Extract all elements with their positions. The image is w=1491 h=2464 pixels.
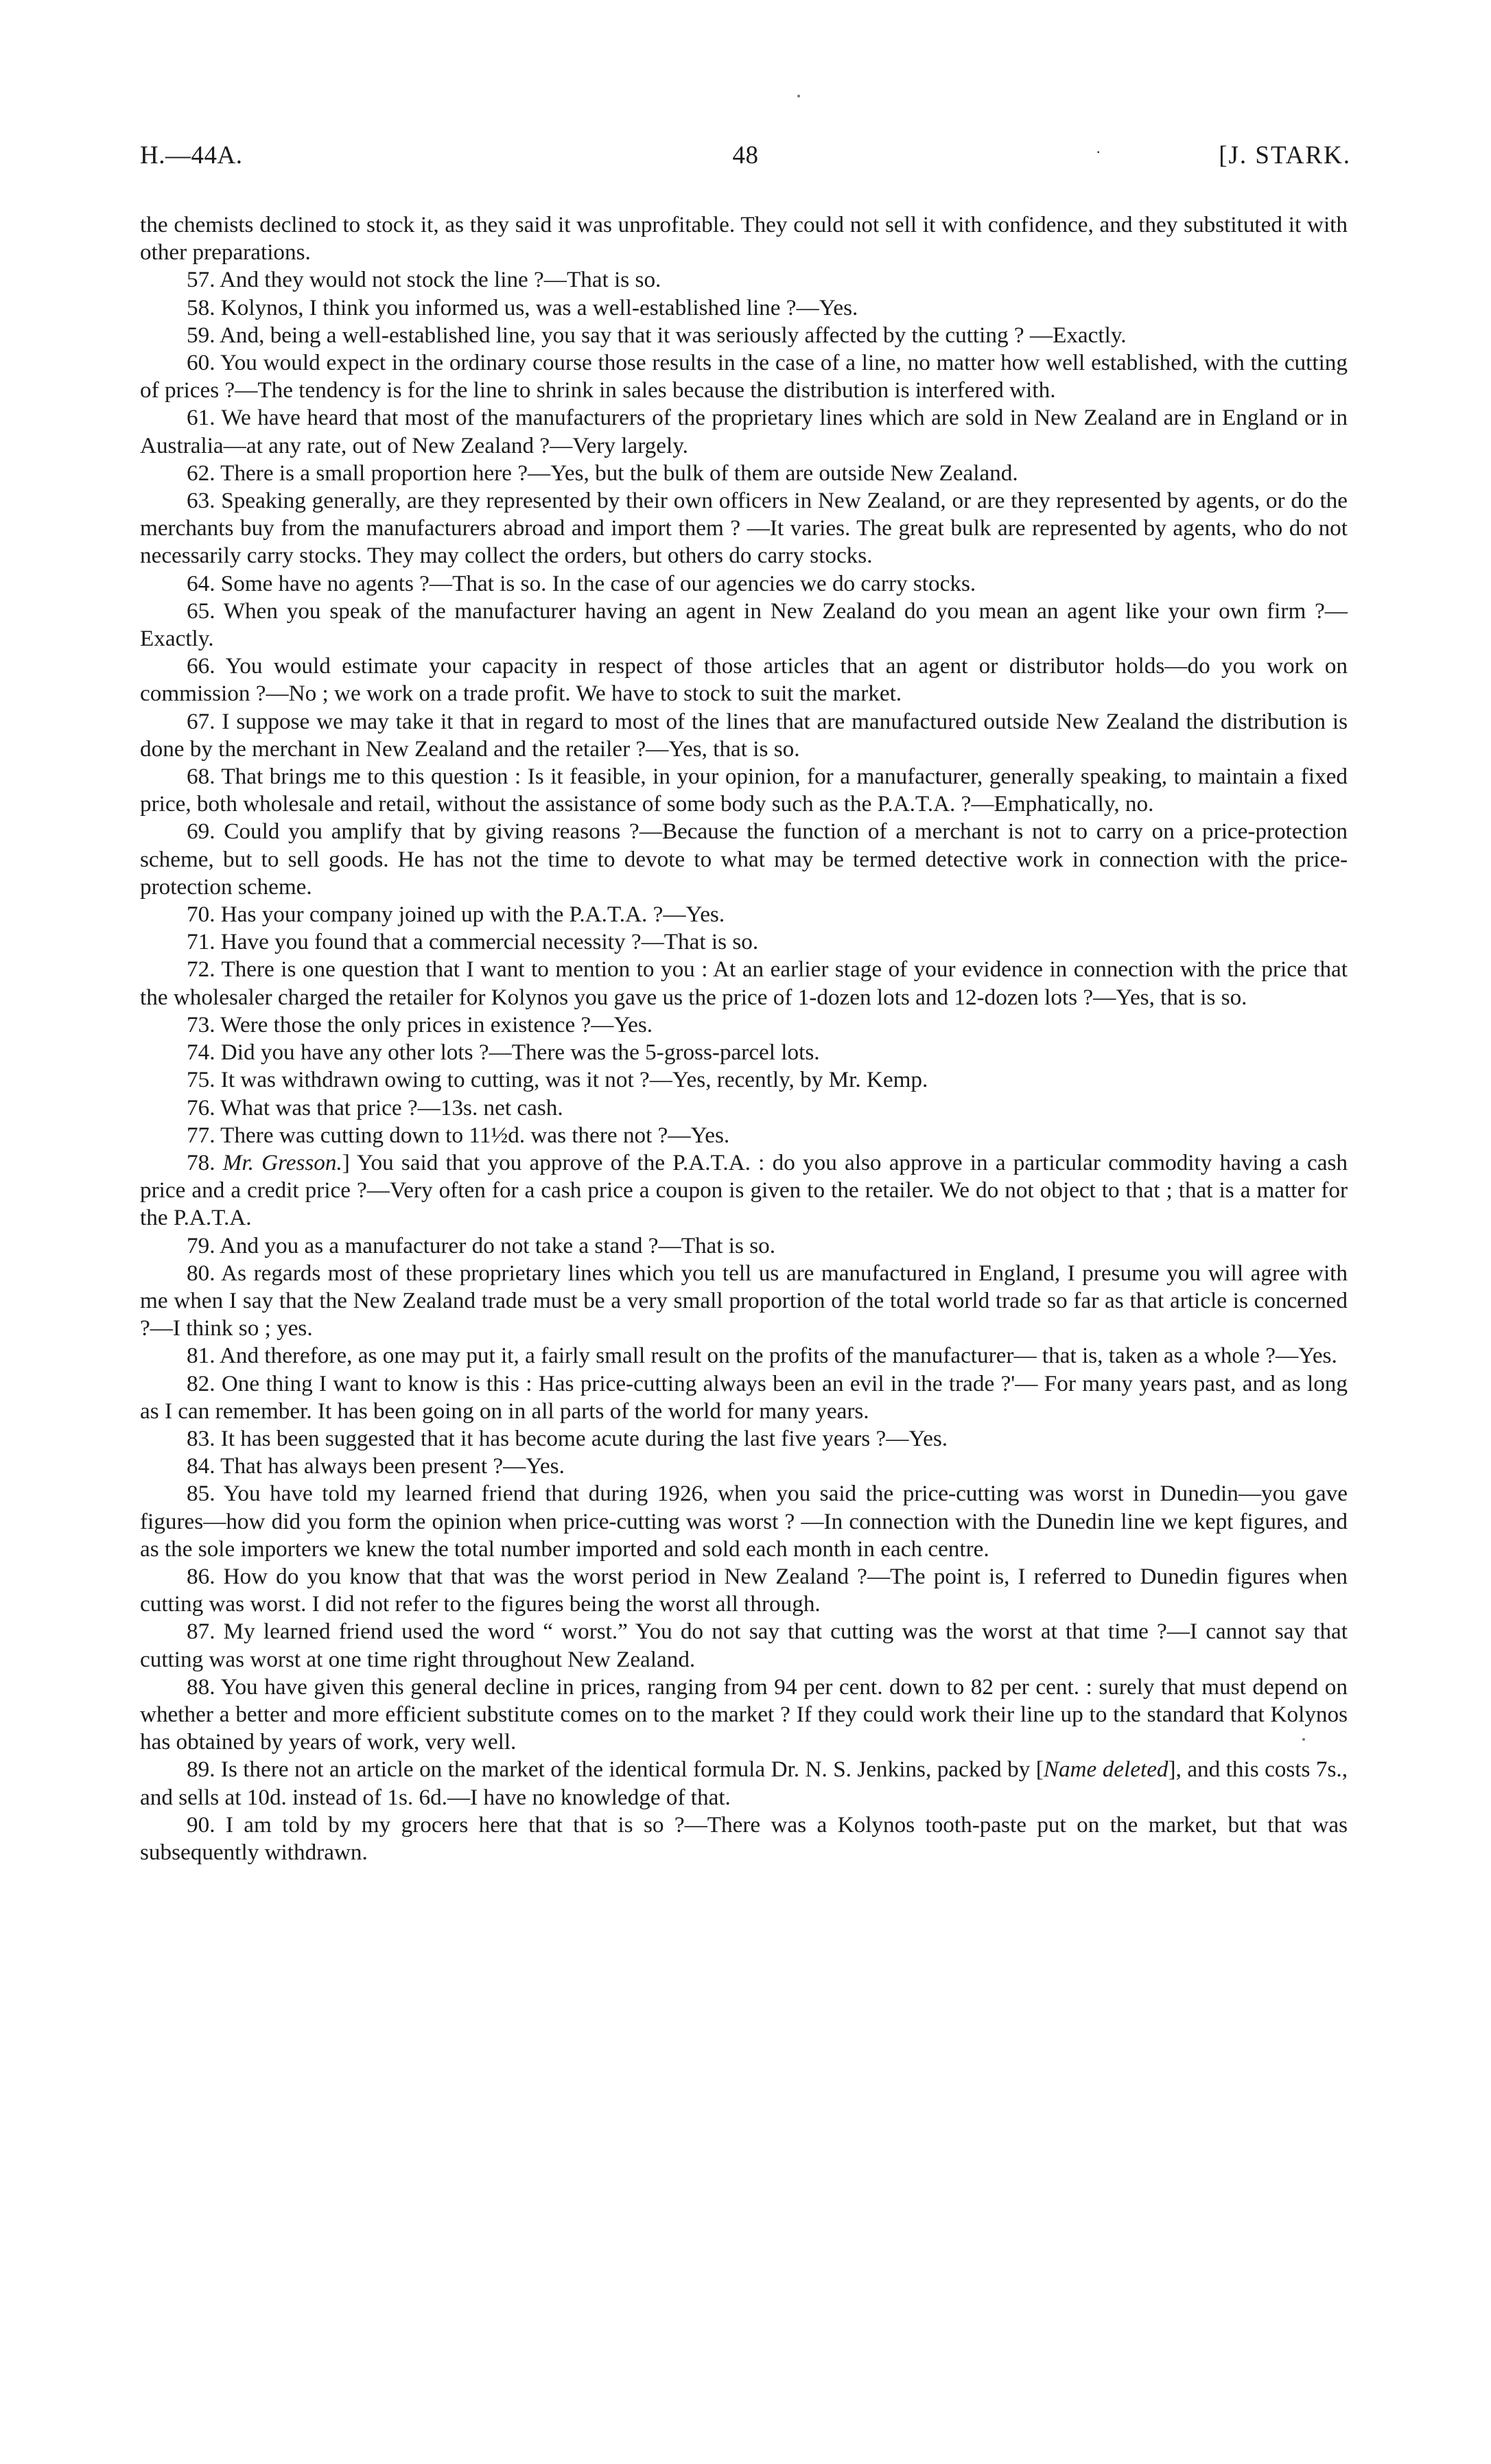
transcript-paragraph: 65. When you speak of the manufacturer having an agent in New Zealand do you mean an agent like your own firm ?—Exactly. bbox=[140, 598, 1348, 652]
paragraph-prefix: 89. Is there not an article on the market of the identical formula Dr. N. S. Jenkins, packed by [ bbox=[187, 1757, 1044, 1783]
evidence-transcript bbox=[140, 211, 1348, 1866]
transcript-paragraph bbox=[140, 1149, 1348, 1232]
transcript-paragraph: 69. Could you amplify that by giving reasons ?—Because the function of a merchant is not to carry on a price-protection scheme, but to sell goods. He has not the time to devote to what may be termed detective work in connection with the price-protection scheme. bbox=[140, 819, 1348, 900]
transcript-paragraph: 80. As regards most of these proprietary lines which you tell us are manufactured in England, I presume you will agree with me when I say that the New Zealand trade must be a very small proportion of the total world trade so far as that article is concerned ?—I think so ; yes. bbox=[140, 1260, 1348, 1341]
transcript-paragraph: 76. What was that price ?—13s. net cash. bbox=[187, 1094, 563, 1120]
transcript-paragraph: 61. We have heard that most of the manufacturers of the proprietary lines which are sold in New Zealand are in England or in Australia—at any rate, out of New Zealand ?—Very largely. bbox=[140, 405, 1348, 458]
transcript-paragraph: 58. Kolynos, I think you informed us, was a well-established line ?—Yes. bbox=[187, 294, 858, 320]
transcript-paragraph: 86. How do you know that that was the worst period in New Zealand ?—The point is, I referred to Dunedin figures when cutting was worst. I did not refer to the figures being the worst all through. bbox=[140, 1563, 1348, 1617]
paragraph-text: ] You said that you approve of the P.A.T.A. : do you also approve in a particular commodity having a cash price and a credit price ?—Very often for a cash price a coupon is given to the retailer. We do not object to that ; that is a matter for the P.A.T.A. bbox=[140, 1149, 1348, 1231]
transcript-paragraph: 83. It has been suggested that it has become acute during the last five years ?—Yes. bbox=[187, 1425, 948, 1451]
page-header bbox=[140, 141, 1351, 182]
transcript-paragraph: 77. There was cutting down to 11½d. was there not ?—Yes. bbox=[187, 1122, 730, 1148]
transcript-paragraph bbox=[140, 1756, 1348, 1811]
transcript-paragraph: 74. Did you have any other lots ?—There was the 5-gross-parcel lots. bbox=[187, 1040, 820, 1066]
transcript-paragraph: 66. You would estimate your capacity in respect of those articles that an agent or distributor holds—do you work on commission ?—No ; we work on a trade profit. We have to stock to suit the market. bbox=[140, 653, 1348, 707]
transcript-paragraph: 63. Speaking generally, are they represented by their own officers in New Zealand, or are they represented by agents, or do the merchants buy from the manufacturers abroad and import them ? —It varies. The great bulk are represented by agents, who do not necessarily carry stocks. They may collect the orders, but others do carry stocks. bbox=[140, 488, 1348, 569]
print-speck bbox=[1302, 1738, 1305, 1741]
transcript-paragraph: 75. It was withdrawn owing to cutting, was it not ?—Yes, recently, by Mr. Kemp. bbox=[187, 1067, 928, 1093]
speaker-name: Name deleted bbox=[1043, 1757, 1169, 1783]
transcript-paragraph: 62. There is a small proportion here ?—Yes, but the bulk of them are outside New Zealand. bbox=[187, 460, 1018, 486]
transcript-paragraph: 57. And they would not stock the line ?—That is so. bbox=[187, 267, 661, 293]
document-reference: H.—44A. bbox=[140, 141, 243, 169]
transcript-paragraph: 87. My learned friend used the word “ worst.” You do not say that cutting was the worst at that time ?—I cannot say that cutting was worst at one time right throughout New Zealand. bbox=[140, 1619, 1348, 1672]
paragraph-prefix: 78. bbox=[187, 1149, 223, 1175]
transcript-paragraph: 79. And you as a manufacturer do not take a stand ?—That is so. bbox=[187, 1232, 776, 1258]
transcript-paragraph: 59. And, being a well-established line, you say that it was seriously affected by the cutting ? —Exactly. bbox=[187, 322, 1127, 348]
paragraph-text: ], and this costs 7s., and sells at 10d. instead of 1s. 6d.—I have no knowledge of that. bbox=[140, 1757, 1348, 1810]
print-speck: · bbox=[1096, 143, 1101, 161]
transcript-paragraph: 84. That has always been present ?—Yes. bbox=[187, 1453, 565, 1479]
transcript-paragraph: 85. You have told my learned friend that during 1926, when you said the price-cutting was worst in Dunedin—you gave figures—how did you form the opinion when price-cutting was worst ? —In connection with the Dunedin line we kept figures, and as the sole importers we knew the total number imported and sold each month in each centre. bbox=[140, 1481, 1348, 1562]
transcript-paragraph: 60. You would expect in the ordinary course those results in the case of a line, no matter how well established, with the cutting of prices ?—The tendency is for the line to shrink in sales because the distribution is interfered with. bbox=[140, 350, 1348, 403]
transcript-paragraph: 70. Has your company joined up with the P.A.T.A. ?—Yes. bbox=[187, 902, 725, 928]
transcript-paragraph: 67. I suppose we may take it that in regard to most of the lines that are manufactured outside New Zealand the distribution is done by the merchant in New Zealand and the retailer ?—Yes, that is so. bbox=[140, 708, 1348, 762]
transcript-paragraph: 68. That brings me to this question : Is it feasible, in your opinion, for a manufacturer, generally speaking, to maintain a fixed price, both wholesale and retail, without the assistance of some body such as the P.A.T.A. ?—Emphatically, no. bbox=[140, 764, 1348, 817]
transcript-paragraph: 64. Some have no agents ?—That is so. In the case of our agencies we do carry stocks. bbox=[187, 570, 976, 596]
transcript-paragraph: 90. I am told by my grocers here that that is so ?—There was a Kolynos tooth-paste put on the market, but that was subsequently withdrawn. bbox=[140, 1811, 1348, 1865]
transcript-paragraph: 88. You have given this general decline in prices, ranging from 94 per cent. down to 82 per cent. : surely that must depend on whether a better and more efficient substitute comes on to the market ? If they could work their line up to the standard that Kolynos has obtained by years of work, very well. bbox=[140, 1674, 1348, 1755]
witness-name: [J. STARK. bbox=[1219, 141, 1351, 169]
speaker-name: Mr. Gresson. bbox=[222, 1149, 342, 1175]
transcript-paragraph: 82. One thing I want to know is this : Has price-cutting always been an evil in the trade ?'— For many years past, and as long as I can remember. It has been going on in all parts of the world for many years. bbox=[140, 1370, 1348, 1424]
transcript-paragraph: 71. Have you found that a commercial necessity ?—That is so. bbox=[187, 929, 759, 955]
page-number: 48 bbox=[732, 141, 759, 169]
transcript-paragraph: the chemists declined to stock it, as they said it was unprofitable. They could not sell it with confidence, and they substituted it with other preparations. bbox=[140, 212, 1348, 266]
transcript-paragraph: 81. And therefore, as one may put it, a fairly small result on the profits of the manufacturer— that is, taken as a whole ?—Yes. bbox=[187, 1343, 1337, 1369]
print-speck bbox=[797, 95, 800, 97]
transcript-paragraph: 72. There is one question that I want to mention to you : At an earlier stage of your evidence in connection with the price that the wholesaler charged the retailer for Kolynos you gave us the price of 1-dozen lots and 12-dozen lots ?—Yes, that is so. bbox=[140, 957, 1348, 1010]
transcript-paragraph: 73. Were those the only prices in existence ?—Yes. bbox=[187, 1011, 653, 1037]
